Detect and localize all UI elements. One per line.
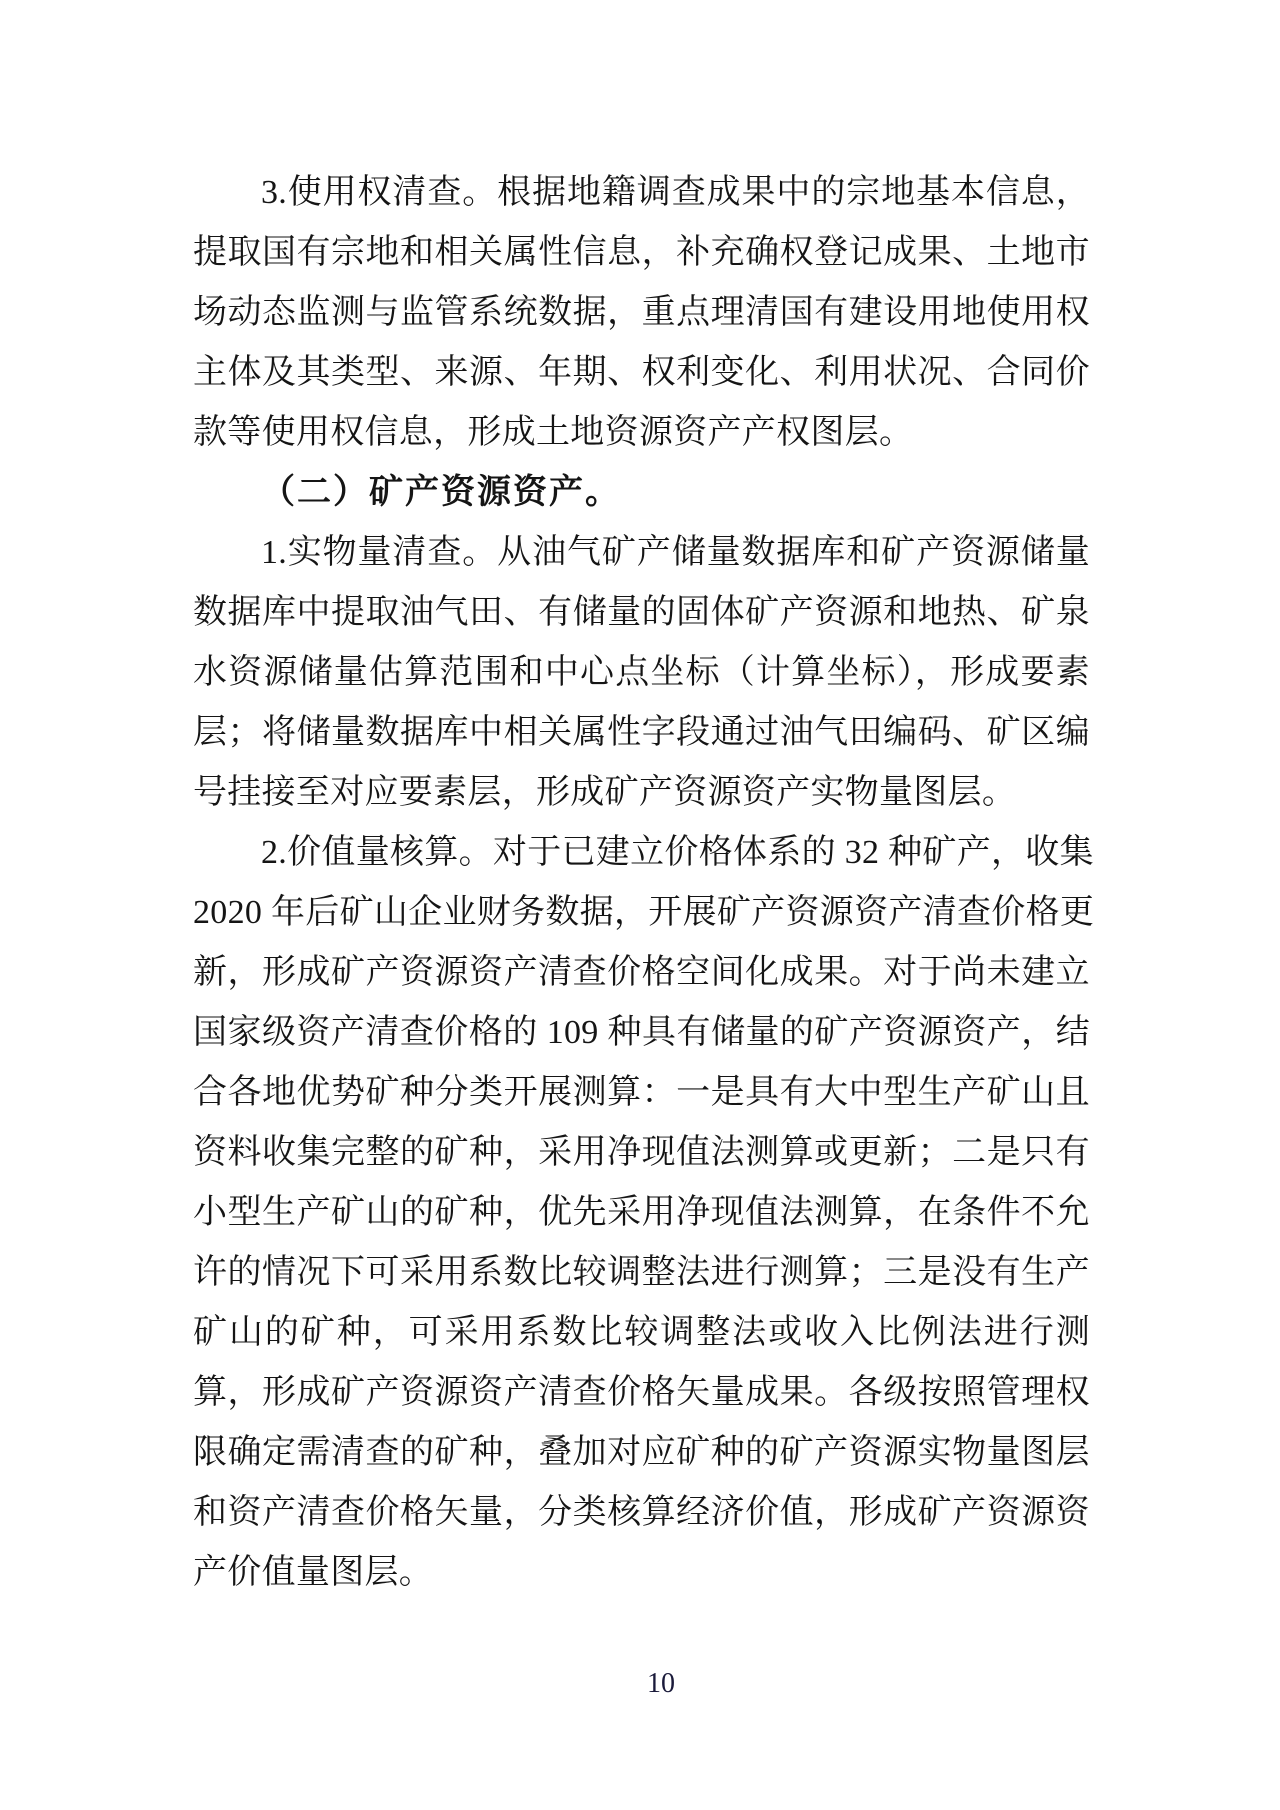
text-line: 产价值量图层。 (193, 1554, 434, 1591)
text-line: 许的情况下可采用系数比较调整法进行测算；三是没有生产 (193, 1254, 1090, 1291)
page-number: 10 (647, 1668, 675, 1699)
text-line: 2020 年后矿山企业财务数据，开展矿产资源资产清查价格更 (193, 894, 1095, 931)
document-text (193, 163, 1095, 1603)
text-line: 资料收集完整的矿种，采用净现值法测算或更新；二是只有 (193, 1134, 1090, 1171)
paragraph (193, 823, 1095, 1603)
paragraph (193, 523, 1090, 823)
text-line: 和资产清查价格矢量，分类核算经济价值，形成矿产资源资 (193, 1494, 1090, 1531)
text-line: 算，形成矿产资源资产清查价格矢量成果。各级按照管理权 (193, 1374, 1090, 1411)
text-line: 小型生产矿山的矿种，优先采用净现值法测算，在条件不允 (193, 1194, 1090, 1231)
text-line: 国家级资产清查价格的 109 种具有储量的矿产资源资产，结 (193, 1014, 1090, 1051)
text-line: 号挂接至对应要素层，形成矿产资源资产实物量图层。 (193, 774, 1017, 811)
text-line: 限确定需清查的矿种，叠加对应矿种的矿产资源实物量图层 (193, 1434, 1090, 1471)
text-line: 提取国有宗地和相关属性信息，补充确权登记成果、土地市 (193, 234, 1090, 271)
text-line: 矿山的矿种，可采用系数比较调整法或收入比例法进行测 (193, 1314, 1090, 1351)
text-line: 数据库中提取油气田、有储量的固体矿产资源和地热、矿泉 (193, 594, 1090, 631)
text-line: 场动态监测与监管系统数据，重点理清国有建设用地使用权 (193, 294, 1090, 331)
text-line: 层；将储量数据库中相关属性字段通过油气田编码、矿区编 (193, 714, 1090, 751)
text-line: 主体及其类型、来源、年期、权利变化、利用状况、合同价 (193, 354, 1090, 391)
text-line: 2.价值量核算。对于已建立价格体系的 32 种矿产，收集 (261, 834, 1094, 871)
text-line: 水资源储量估算范围和中心点坐标（计算坐标），形成要素 (193, 654, 1090, 691)
section-heading-line: （二）矿产资源资产。 (261, 474, 621, 511)
text-line: 3.使用权清查。根据地籍调查成果中的宗地基本信息， (261, 174, 1090, 211)
text-line: 新，形成矿产资源资产清查价格空间化成果。对于尚未建立 (193, 954, 1090, 991)
text-line: 1.实物量清查。从油气矿产储量数据库和矿产资源储量 (261, 534, 1090, 571)
text-line: 合各地优势矿种分类开展测算：一是具有大中型生产矿山且 (193, 1074, 1090, 1111)
text-line: 款等使用权信息，形成土地资源资产产权图层。 (193, 414, 914, 451)
section-heading (193, 463, 1090, 523)
paragraph (193, 163, 1090, 463)
